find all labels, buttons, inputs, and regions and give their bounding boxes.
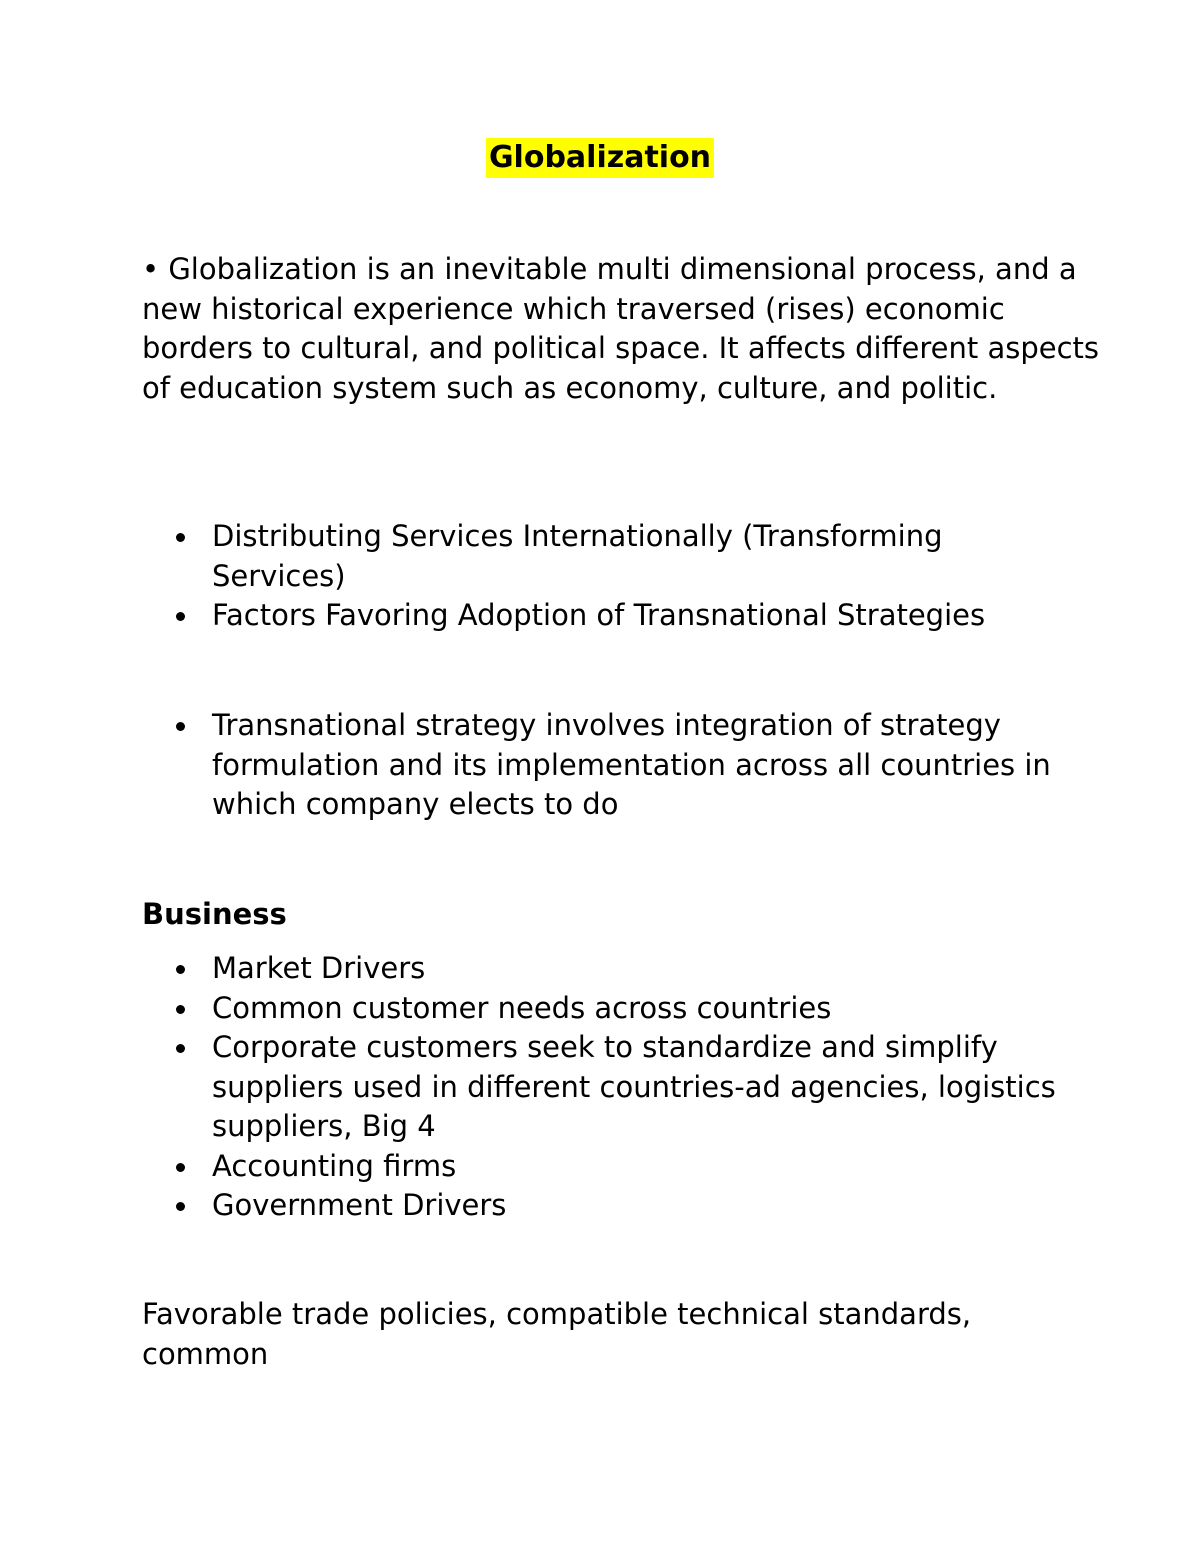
business-heading: Business — [142, 897, 287, 931]
list-item — [142, 596, 1082, 636]
list-item-text: Market Drivers — [212, 951, 426, 985]
list-item-text: Corporate customers seek to standardize and simplify suppliers used in different countries-ad agencies, logistics suppliers, Big 4 — [212, 1030, 1056, 1143]
business-bullet-list — [142, 949, 1082, 1226]
bullet-icon — [176, 533, 185, 542]
list-item-text: Transnational strategy involves integration of strategy formulation and its implementation across all countries in which company elects to do — [212, 708, 1051, 821]
document-title: Globalization — [486, 138, 714, 178]
bullet-icon — [176, 1044, 185, 1053]
services-bullet-list — [142, 517, 1082, 636]
list-item — [142, 1028, 1082, 1147]
intro-paragraph: • Globalization is an inevitable multi dimensional process, and a new historical experience which traversed (rises) economic borders to cultural, and political space. It affects different aspects of education system such as economy, culture, and politic. — [142, 252, 1099, 405]
list-item — [142, 517, 1082, 596]
list-item-text: Government Drivers — [212, 1188, 507, 1222]
closing-paragraph: Favorable trade policies, compatible technical standards, common — [142, 1297, 972, 1371]
strategy-bullet-list — [142, 706, 1082, 825]
list-item-text: Factors Favoring Adoption of Transnational Strategies — [212, 598, 986, 632]
bullet-icon — [176, 612, 185, 621]
list-item — [142, 706, 1082, 825]
list-item-text: Common customer needs across countries — [212, 990, 832, 1025]
bullet-icon — [176, 965, 185, 974]
list-item — [142, 1147, 1082, 1187]
bullet-icon — [176, 1202, 185, 1211]
title-container — [0, 138, 1200, 178]
list-item-text: Accounting firms — [212, 1148, 457, 1183]
list-item — [142, 949, 1082, 989]
bullet-icon — [176, 1163, 185, 1172]
list-item-text: Distributing Services Internationally (Transforming Services) — [212, 519, 943, 593]
bullet-icon — [176, 722, 185, 731]
list-item — [142, 1186, 1082, 1226]
list-item — [142, 989, 1082, 1029]
bullet-icon — [176, 1005, 185, 1014]
